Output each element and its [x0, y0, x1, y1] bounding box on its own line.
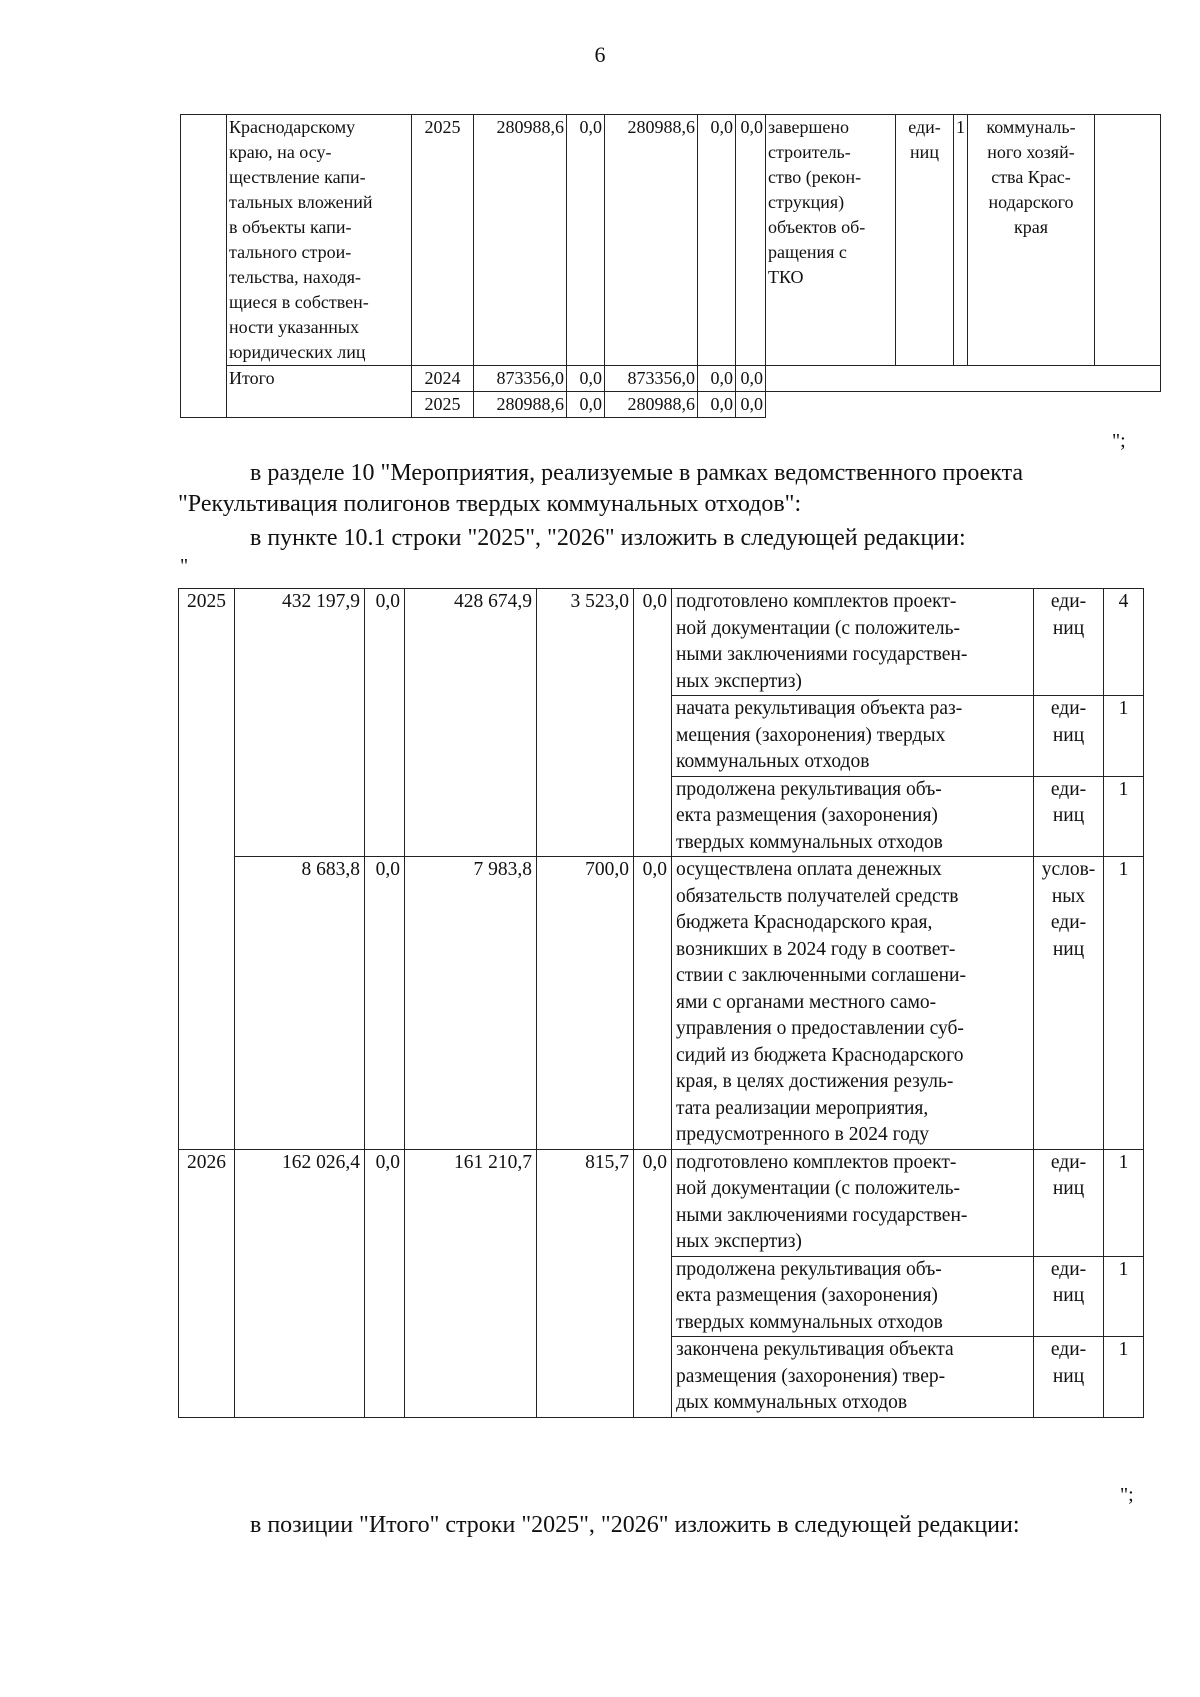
result-cell — [672, 776, 1034, 857]
unit-text — [1038, 1257, 1099, 1310]
year-cell: 2025 — [412, 392, 474, 418]
unit-text — [1038, 589, 1099, 642]
text-line: юридических лиц — [229, 342, 366, 362]
text-line: ности указанных — [229, 317, 359, 337]
regional-cell: 873356,0 — [605, 366, 698, 392]
table-row — [181, 115, 1161, 366]
text-line: щиеся в собствен- — [229, 292, 369, 312]
federal-cell: 0,0 — [567, 115, 605, 366]
executor-cell — [968, 115, 1095, 366]
text-line: струкция) — [768, 192, 845, 212]
local-cell: 0,0 — [698, 392, 736, 418]
text-line: возникших в 2024 году в соответ- — [676, 938, 956, 960]
text-line: екта размещения (захоронения) — [676, 805, 938, 826]
text-line: ниц — [1052, 617, 1085, 639]
unit-cell — [1034, 776, 1104, 857]
text-line: ной документации (с положитель- — [676, 1178, 961, 1199]
unit-text — [1038, 1337, 1099, 1390]
unit-cell — [1034, 1337, 1104, 1418]
table-row — [179, 589, 1144, 696]
federal-cell: 0,0 — [365, 589, 405, 857]
result-text — [768, 115, 893, 290]
other-cell: 0,0 — [736, 115, 766, 366]
text-line: ями с органами местного само- — [676, 991, 937, 1013]
unit-text — [1038, 696, 1099, 749]
text-line: еди- — [1050, 912, 1087, 933]
text-line: ство (рекон- — [768, 167, 862, 187]
table-row — [181, 366, 1161, 392]
text-line: продолжена рекультивация объ- — [676, 778, 942, 800]
local-cell: 815,7 — [537, 1149, 634, 1417]
text-line: ной документации (с положитель- — [676, 617, 961, 639]
result-text — [676, 1257, 1029, 1337]
empty-cell — [1095, 115, 1161, 366]
text-line: ных — [1051, 885, 1086, 907]
text-line: подготовлено комплектов проект- — [676, 591, 957, 612]
regional-cell: 280988,6 — [605, 392, 698, 418]
text-line: коммунальных отходов — [676, 751, 870, 772]
text-line: управления о предоставлении суб- — [676, 1018, 964, 1039]
text-line: мещения (захоронения) твердых — [676, 724, 946, 746]
total-cell: 280988,6 — [474, 115, 567, 366]
value-cell: 1 — [954, 115, 968, 366]
text-line: начата рекультивация объекта раз- — [676, 698, 963, 719]
text-line: осуществлена оплата денежных — [676, 859, 942, 880]
result-text — [676, 857, 1029, 1149]
regional-cell: 428 674,9 — [405, 589, 537, 857]
other-cell: 0,0 — [736, 366, 766, 392]
year-cell: 2025 — [412, 115, 474, 366]
other-cell: 0,0 — [634, 857, 672, 1150]
table-row — [179, 1149, 1144, 1256]
text-line: ТКО — [768, 267, 804, 287]
text-line: в объекты капи- — [229, 217, 352, 237]
text-line: ниц — [910, 142, 939, 162]
text-line: ными заключениями государствен- — [676, 1204, 968, 1226]
result-text — [676, 1337, 1029, 1417]
result-cell — [672, 1256, 1034, 1337]
text-line: дых коммунальных отходов — [676, 1392, 908, 1413]
text-line: ниц — [1052, 805, 1085, 826]
result-text — [676, 777, 1029, 857]
text-line: еди- — [1050, 1258, 1087, 1280]
total-cell: 873356,0 — [474, 366, 567, 392]
text-line: сидий из бюджета Краснодарского — [676, 1044, 964, 1066]
empty-cell — [181, 115, 227, 418]
unit-cell — [1034, 589, 1104, 696]
table-row — [179, 857, 1144, 1150]
text-line: еди- — [1050, 1339, 1087, 1360]
unit-cell — [1034, 696, 1104, 777]
value-cell: 1 — [1104, 857, 1144, 1150]
text-line: объектов об- — [768, 217, 866, 237]
unit-text — [1038, 777, 1099, 830]
local-cell: 0,0 — [698, 115, 736, 366]
result-cell — [672, 1149, 1034, 1256]
text-line: строитель- — [768, 142, 851, 162]
text-line: ствии с заключенными соглашени- — [676, 965, 966, 986]
text-line: ными заключениями государствен- — [676, 644, 968, 665]
unit-text — [1038, 857, 1099, 963]
value-cell: 1 — [1104, 696, 1144, 777]
unit-cell — [1034, 1256, 1104, 1337]
text-line: еди- — [908, 117, 941, 137]
total-cell: 432 197,9 — [235, 589, 365, 857]
value-cell: 1 — [1104, 776, 1144, 857]
text-line: края, в целях достижения резуль- — [676, 1071, 954, 1092]
text-line: твердых коммунальных отходов — [676, 831, 943, 853]
value-cell: 4 — [1104, 589, 1144, 696]
text-line: подготовлено комплектов проект- — [676, 1151, 957, 1173]
text-line: края — [1013, 217, 1048, 237]
regional-cell: 280988,6 — [605, 115, 698, 366]
empty-cell — [766, 366, 1161, 392]
text-line: ществление капи- — [229, 167, 366, 187]
federal-cell: 0,0 — [365, 857, 405, 1150]
text-line: закончена рекультивация объекта — [676, 1339, 954, 1360]
unit-cell — [1034, 1149, 1104, 1256]
text-line: еди- — [1050, 778, 1087, 800]
unit-text — [898, 115, 951, 165]
text-line: ниц — [1052, 1285, 1085, 1306]
text-line: бюджета Краснодарского края, — [676, 912, 933, 933]
result-cell — [672, 589, 1034, 696]
closing-quote: "; — [1112, 430, 1126, 452]
result-cell — [672, 696, 1034, 777]
result-cell — [672, 857, 1034, 1150]
federal-cell: 0,0 — [567, 392, 605, 418]
total-cell: 162 026,4 — [235, 1149, 365, 1417]
text-line: краю, на осу- — [229, 142, 332, 162]
result-cell — [672, 1337, 1034, 1418]
opening-quote: " — [180, 555, 189, 577]
text-line: завершено — [768, 117, 849, 137]
other-cell: 0,0 — [634, 589, 672, 857]
text-line: предусмотренного в 2024 году — [676, 1124, 929, 1145]
other-cell: 0,0 — [634, 1149, 672, 1417]
year-cell: 2024 — [412, 366, 474, 392]
table-item-10-1 — [178, 588, 1144, 1418]
paragraph-item10-1: в пункте 10.1 строки "2025", "2026" изложить в следующей редакции: — [250, 525, 966, 551]
local-cell: 0,0 — [698, 366, 736, 392]
description-text — [229, 115, 409, 365]
result-cell — [766, 115, 896, 366]
text-line: еди- — [1050, 591, 1087, 612]
table-continuation — [180, 114, 1161, 418]
unit-cell — [896, 115, 954, 366]
value-cell: 1 — [1104, 1337, 1144, 1418]
text-line: тата реализации мероприятия, — [676, 1097, 929, 1119]
text-line: еди- — [1050, 1151, 1087, 1173]
year-cell: 2025 — [179, 589, 235, 1150]
description-cell — [227, 115, 412, 366]
closing-quote: "; — [1120, 1484, 1134, 1506]
text-line: твердых коммунальных отходов — [676, 1311, 943, 1333]
executor-text — [970, 115, 1092, 240]
result-text — [676, 589, 1029, 695]
text-line: коммуналь- — [986, 117, 1076, 137]
text-line: ниц — [1052, 724, 1085, 746]
paragraph-section10-line2: "Рекультивация полигонов твердых коммунальных отходов": — [178, 491, 802, 517]
other-cell: 0,0 — [736, 392, 766, 418]
text-line: ниц — [1052, 1365, 1085, 1387]
text-line: нодарского — [988, 192, 1074, 212]
local-cell: 3 523,0 — [537, 589, 634, 857]
text-line: ного хозяй- — [987, 142, 1075, 162]
text-line: еди- — [1050, 698, 1087, 719]
text-line: тельства, находя- — [229, 267, 362, 287]
text-line: ных экспертиз) — [676, 670, 802, 692]
total-cell: 280988,6 — [474, 392, 567, 418]
federal-cell: 0,0 — [567, 366, 605, 392]
text-line: тального строи- — [229, 242, 352, 262]
unit-text — [1038, 1150, 1099, 1203]
value-cell: 1 — [1104, 1149, 1144, 1256]
paragraph-totals: в позиции "Итого" строки "2025", "2026" изложить в следующей редакции: — [250, 1512, 1020, 1538]
text-line: ниц — [1052, 1178, 1085, 1199]
result-text — [676, 696, 1029, 776]
paragraph-section10-line1: в разделе 10 "Мероприятия, реализуемые в рамках ведомственного проекта — [250, 460, 1024, 486]
page-number: 6 — [594, 42, 606, 67]
federal-cell: 0,0 — [365, 1149, 405, 1417]
text-line: ращения с — [768, 242, 847, 262]
unit-cell — [1034, 857, 1104, 1150]
total-cell: 8 683,8 — [235, 857, 365, 1150]
text-line: тальных вложений — [229, 192, 373, 212]
text-line: продолжена рекультивация объ- — [676, 1258, 942, 1280]
text-line: размещения (захоронения) твер- — [676, 1365, 946, 1387]
text-line: ства Крас- — [991, 167, 1071, 187]
text-line: обязательств получателей средств — [676, 885, 959, 907]
year-cell: 2026 — [179, 1149, 235, 1417]
text-line: ниц — [1052, 938, 1085, 960]
regional-cell: 161 210,7 — [405, 1149, 537, 1417]
local-cell: 700,0 — [537, 857, 634, 1150]
text-line: ных экспертиз) — [676, 1231, 802, 1252]
totals-label: Итого — [227, 366, 412, 418]
text-line: услов- — [1041, 859, 1096, 880]
text-line: Краснодарскому — [229, 117, 356, 137]
empty-cell — [766, 392, 1161, 418]
regional-cell: 7 983,8 — [405, 857, 537, 1150]
value-cell: 1 — [1104, 1256, 1144, 1337]
result-text — [676, 1150, 1029, 1256]
text-line: екта размещения (захоронения) — [676, 1285, 938, 1306]
